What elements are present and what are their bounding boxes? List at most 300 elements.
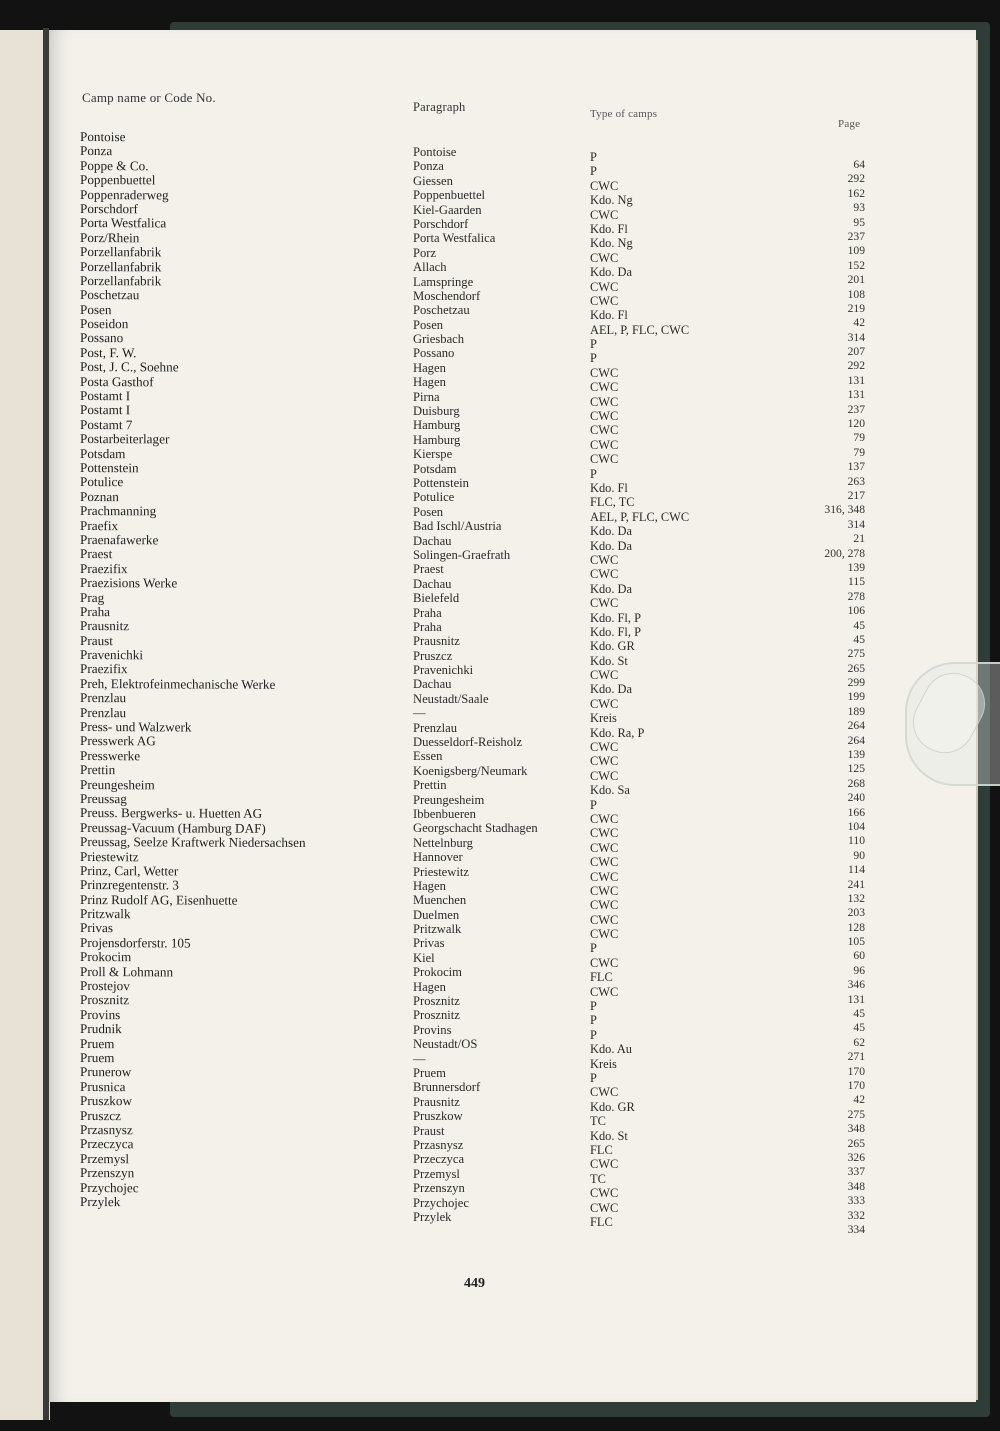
paragraph-entry: Hannover xyxy=(413,850,463,865)
camp-name-entry: Poschetzau xyxy=(80,287,140,303)
paragraph-entry: Pottenstein xyxy=(413,475,469,490)
camp-type-entry: Kdo. Da xyxy=(590,581,632,596)
camp-name-entry: Preussag xyxy=(80,790,127,807)
camp-name-entry: Prenzlau xyxy=(80,690,127,706)
paragraph-entry: Hagen xyxy=(413,979,446,994)
page-ref-entry: 108 xyxy=(847,287,865,301)
camp-type-entry: CWC xyxy=(590,955,619,970)
page-ref-entry: 166 xyxy=(847,805,865,819)
camp-name-entry: Przychojec xyxy=(80,1179,139,1195)
header-paragraph: Paragraph xyxy=(413,100,466,114)
paragraph-entry: Pontoise xyxy=(413,145,457,159)
paragraph-entry: Koenigsberg/Neumark xyxy=(413,763,528,778)
page-ref-entry: 237 xyxy=(847,229,865,243)
page-ref-entry: 45 xyxy=(853,632,865,646)
paragraph-entry: Przemysl xyxy=(413,1166,460,1181)
camp-type-entry: CWC xyxy=(590,394,619,409)
camp-type-entry: CWC xyxy=(590,869,619,884)
paragraph-entry: Praha xyxy=(413,619,442,634)
camp-name-entry: Pravenichki xyxy=(80,647,143,663)
camp-name-entry: Porz/Rhein xyxy=(80,229,140,245)
camp-type-entry: CWC xyxy=(590,409,619,424)
page-ref-column xyxy=(760,158,865,1237)
camp-type-entry: Kdo. Au xyxy=(590,1042,632,1057)
camp-type-entry: CWC xyxy=(590,380,619,395)
page-ref-entry: 139 xyxy=(847,748,865,762)
camp-name-entry: Praha xyxy=(80,603,111,620)
page-ref-entry: 162 xyxy=(847,186,865,200)
paragraph-entry: Przasnysz xyxy=(413,1137,464,1152)
camp-name-entry: Praest xyxy=(80,546,113,562)
paragraph-entry: Muenchen xyxy=(413,893,467,908)
page-ref-entry: 333 xyxy=(847,1194,865,1208)
page-ref-entry: 131 xyxy=(847,992,865,1006)
paragraph-entry: Porz xyxy=(413,245,437,260)
header-page: Page xyxy=(838,118,861,130)
page-ref-entry: 21 xyxy=(853,532,865,546)
page-ref-entry: 199 xyxy=(847,690,865,704)
page-ref-entry: 64 xyxy=(853,158,865,171)
page-ref-entry: 275 xyxy=(847,1107,865,1121)
camp-type-entry: P xyxy=(590,941,597,956)
paragraph-entry: Dachau xyxy=(413,576,452,591)
page-ref-entry: 278 xyxy=(847,589,865,603)
paragraph-entry: Georgschacht Stadhagen xyxy=(413,821,538,836)
page-ref-entry: 152 xyxy=(847,258,865,272)
camp-name-entry: Prachmanning xyxy=(80,503,157,519)
page-ref-entry: 120 xyxy=(847,417,865,431)
page-ref-entry: 45 xyxy=(853,1021,865,1035)
camp-type-entry: P xyxy=(590,337,597,352)
page-ref-entry: 201 xyxy=(847,273,865,287)
camp-type-entry: CWC xyxy=(590,840,619,855)
paragraph-entry: Pravenichki xyxy=(413,663,474,678)
camp-name-entry: Pruszkow xyxy=(80,1093,133,1109)
camp-name-entry: Przasnysz xyxy=(80,1121,133,1138)
paragraph-entry: Pritzwalk xyxy=(413,922,462,937)
type-column xyxy=(590,150,689,1229)
camp-type-entry: CWC xyxy=(590,1200,619,1215)
camp-type-entry: P xyxy=(590,150,597,164)
paragraph-entry: Przylek xyxy=(413,1209,452,1224)
camp-type-entry: P xyxy=(590,351,597,366)
paragraph-entry: Porschdorf xyxy=(413,216,469,231)
paragraph-entry: Praha xyxy=(413,605,442,620)
camp-name-entry: Praezisions Werke xyxy=(80,575,178,591)
camp-type-entry: Kdo. Ng xyxy=(590,193,633,208)
page-ref-entry: 45 xyxy=(853,1007,865,1021)
camp-type-entry: TC xyxy=(590,1171,606,1186)
camp-type-entry: CWC xyxy=(590,567,619,582)
camp-name-entry: Praenafawerke xyxy=(80,531,159,548)
camp-name-entry: Provins xyxy=(80,1006,121,1023)
camp-name-entry: Preussag-Vacuum (Hamburg DAF) xyxy=(80,819,266,836)
camp-name-entry: Porschdorf xyxy=(80,200,138,217)
paragraph-entry: Porta Westfalica xyxy=(413,231,496,246)
camp-name-entry: Prosznitz xyxy=(80,992,130,1008)
camp-type-entry: P xyxy=(590,164,597,179)
camp-name-column xyxy=(80,130,306,1210)
page-ref-entry: 200, 278 xyxy=(824,546,865,560)
camp-name-entry: Pottenstein xyxy=(80,459,139,476)
paragraph-entry: Solingen-Graefrath xyxy=(413,547,511,562)
paragraph-entry: Ponza xyxy=(413,159,444,174)
paragraph-entry: Prokocim xyxy=(413,965,462,980)
camp-type-entry: CWC xyxy=(590,826,619,841)
page-ref-entry: 104 xyxy=(847,819,865,833)
page-ref-entry: 265 xyxy=(847,661,865,675)
page-ref-entry: 93 xyxy=(853,201,865,215)
page-ref-entry: 348 xyxy=(847,1122,865,1136)
page-ref-entry: 292 xyxy=(847,359,865,373)
paragraph-column xyxy=(413,145,538,1224)
camp-type-entry: TC xyxy=(590,1114,606,1129)
paragraph-entry: Hamburg xyxy=(413,418,461,433)
paragraph-entry: Duisburg xyxy=(413,404,460,419)
camp-type-entry: Kdo. Ra, P xyxy=(590,725,645,740)
camp-name-entry: Prusnica xyxy=(80,1078,126,1094)
camp-type-entry: CWC xyxy=(590,178,619,193)
camp-type-entry: Kdo. Fl xyxy=(590,480,628,495)
camp-name-entry: Poppenbuettel xyxy=(80,172,156,188)
paragraph-entry: Kiel xyxy=(413,950,435,965)
paragraph-entry: Privas xyxy=(413,936,445,951)
page-ref-entry: 110 xyxy=(848,834,865,848)
page-ref-entry: 128 xyxy=(847,920,865,934)
page-ref-entry: 189 xyxy=(847,704,865,718)
paragraph-entry: Ibbenbueren xyxy=(413,806,476,821)
camp-name-entry: Pruem xyxy=(80,1050,115,1066)
camp-name-entry: Prausnitz xyxy=(80,618,130,634)
page-ref-entry: 217 xyxy=(847,488,865,502)
camp-name-entry: Preh, Elektrofeinmechanische Werke xyxy=(80,675,276,692)
paragraph-entry: Dachau xyxy=(413,533,452,548)
paragraph-entry: Moschendorf xyxy=(413,288,481,303)
camp-name-entry: Prostejov xyxy=(80,978,130,994)
page-ref-entry: 268 xyxy=(847,776,865,790)
camp-name-entry: Post, F. W. xyxy=(80,344,137,361)
camp-name-entry: Praezifix xyxy=(80,661,128,677)
camp-name-entry: Posta Gasthof xyxy=(80,373,154,389)
camp-type-entry: CWC xyxy=(590,898,619,913)
page-ref-entry: 106 xyxy=(847,604,865,618)
paragraph-entry: Posen xyxy=(413,317,444,332)
camp-name-entry: Prettin xyxy=(80,762,116,778)
camp-name-entry: Potulice xyxy=(80,474,124,490)
page-ref-entry: 203 xyxy=(847,906,865,920)
paragraph-entry: Potsdam xyxy=(413,461,457,476)
camp-name-entry: Post, J. C., Soehne xyxy=(80,359,179,375)
camp-type-entry: FLC, TC xyxy=(590,495,635,510)
paragraph-entry: Prosznitz xyxy=(413,994,460,1009)
paragraph-entry: Przenszyn xyxy=(413,1181,465,1196)
camp-type-entry: CWC xyxy=(590,437,619,452)
camp-type-entry: FLC xyxy=(590,970,613,985)
camp-name-entry: Porzellanfabrik xyxy=(80,258,162,274)
camp-name-entry: Przylek xyxy=(80,1193,121,1210)
camp-type-entry: Kdo. St xyxy=(590,653,628,668)
camp-name-entry: Postamt I xyxy=(80,388,131,404)
paragraph-entry: Pruem xyxy=(413,1066,446,1080)
page-ref-entry: 60 xyxy=(853,949,865,963)
camp-type-entry: CWC xyxy=(590,250,619,265)
camp-type-entry: CWC xyxy=(590,279,619,294)
paragraph-entry: Poppenbuettel xyxy=(413,188,486,203)
paragraph-entry: Przychojec xyxy=(413,1195,469,1210)
page-ref-entry: 207 xyxy=(847,345,865,359)
camp-type-entry: Kdo. Fl, P xyxy=(590,624,641,639)
page-ref-entry: 346 xyxy=(847,978,865,992)
page-ref-entry: 263 xyxy=(847,474,865,488)
paragraph-entry: Pirna xyxy=(413,389,440,404)
page-ref-entry: 240 xyxy=(847,791,865,805)
camp-type-entry: Kdo. Sa xyxy=(590,783,630,798)
camp-name-entry: Projensdorferstr. 105 xyxy=(80,934,191,951)
camp-type-entry: Kdo. Ng xyxy=(590,236,633,251)
camp-name-entry: Pruszcz xyxy=(80,1107,122,1123)
camp-name-entry: Prudnik xyxy=(80,1021,122,1037)
camp-type-entry: AEL, P, FLC, CWC xyxy=(590,322,690,337)
camp-type-entry: CWC xyxy=(590,855,619,870)
camp-name-entry: Preuss. Bergwerks- u. Huetten AG xyxy=(80,805,263,822)
camp-type-entry: Kdo. GR xyxy=(590,639,635,654)
paragraph-entry: Pruszkow xyxy=(413,1109,463,1124)
page-ref-entry: 299 xyxy=(847,676,865,690)
camp-type-entry: Kdo. Fl xyxy=(590,308,628,323)
camp-name-entry: Possano xyxy=(80,330,124,346)
paragraph-entry: Giessen xyxy=(413,173,453,188)
camp-name-entry: Priestewitz xyxy=(80,848,139,864)
paragraph-entry: Possano xyxy=(413,346,455,361)
paragraph-entry: Prenzlau xyxy=(413,720,458,735)
page-ref-entry: 314 xyxy=(847,330,865,344)
page-ref-entry: 79 xyxy=(853,431,865,445)
page-ref-entry: 139 xyxy=(847,560,865,574)
paragraph-entry: Neustadt/OS xyxy=(413,1037,478,1052)
page-ref-entry: 264 xyxy=(847,733,865,747)
camp-name-entry: Prinzregentenstr. 3 xyxy=(80,877,179,893)
camp-name-entry: Proll & Lohmann xyxy=(80,963,174,980)
page-ref-entry: 79 xyxy=(853,445,865,459)
paragraph-entry: Nettelnburg xyxy=(413,835,473,850)
page-ref-entry: 137 xyxy=(847,460,865,474)
camp-name-entry: Preungesheim xyxy=(80,776,155,792)
page-ref-entry: 132 xyxy=(847,891,865,905)
paragraph-entry: Dachau xyxy=(413,677,452,692)
camp-name-entry: Postarbeiterlager xyxy=(80,431,170,447)
camp-name-entry: Preussag, Seelze Kraftwerk Niedersachsen xyxy=(80,834,306,851)
camp-type-entry: Kdo. GR xyxy=(590,1099,635,1114)
header-type-of-camps: Type of camps xyxy=(590,108,658,120)
header-camp-name: Camp name or Code No. xyxy=(82,90,216,105)
book-binding xyxy=(43,28,49,1420)
paragraph-entry: Priestewitz xyxy=(413,864,469,879)
paragraph-entry: Praest xyxy=(413,562,444,577)
camp-type-entry: CWC xyxy=(590,740,619,755)
camp-name-entry: Porta Westfalica xyxy=(80,215,167,231)
camp-type-entry: Kdo. Da xyxy=(590,682,632,697)
paragraph-entry: Prausnitz xyxy=(413,634,460,649)
paragraph-entry: Preungesheim xyxy=(413,792,485,807)
paragraph-entry: Duesseldorf-Reisholz xyxy=(413,735,523,750)
camp-name-entry: Pritzwalk xyxy=(80,906,131,922)
camp-name-entry: Prinz Rudolf AG, Eisenhuette xyxy=(80,891,238,908)
page-ref-entry: 42 xyxy=(853,316,865,330)
camp-type-entry: CWC xyxy=(590,423,619,438)
page-ref-entry: 326 xyxy=(847,1150,865,1164)
camp-name-entry: Prokocim xyxy=(80,949,132,965)
camp-name-entry: Pontoise xyxy=(80,129,126,145)
page-ref-entry: 241 xyxy=(847,877,865,891)
paragraph-entry: Duelmen xyxy=(413,907,460,922)
paragraph-entry: — xyxy=(413,706,426,721)
page-ref-entry: 314 xyxy=(847,517,865,531)
page-ref-entry: 348 xyxy=(847,1179,865,1193)
paragraph-entry: Poschetzau xyxy=(413,303,470,318)
camp-type-entry: CWC xyxy=(590,912,619,927)
page-ref-entry: 332 xyxy=(847,1208,865,1222)
paragraph-entry: Kiel-Gaarden xyxy=(413,202,482,217)
page-ref-entry: 131 xyxy=(847,373,865,387)
paragraph-entry: Neustadt/Saale xyxy=(413,691,489,706)
camp-type-entry: CWC xyxy=(590,452,619,467)
camp-type-entry: CWC xyxy=(590,768,619,783)
camp-name-entry: Postamt I xyxy=(80,402,131,418)
page-ref-entry: 275 xyxy=(847,647,865,661)
camp-type-entry: CWC xyxy=(590,927,619,942)
camp-name-entry: Przemysl xyxy=(80,1150,130,1166)
camp-name-entry: Poseidon xyxy=(80,316,129,332)
page-ref-entry: 219 xyxy=(847,301,865,315)
paragraph-entry: Allach xyxy=(413,260,447,275)
paragraph-entry: Przeczyca xyxy=(413,1152,465,1167)
page-ref-entry: 62 xyxy=(853,1035,865,1049)
camp-type-entry: CWC xyxy=(590,1157,619,1172)
page-ref-entry: 131 xyxy=(847,388,865,402)
camp-name-entry: Praefix xyxy=(80,517,119,533)
paragraph-entry: Pruszcz xyxy=(413,648,453,663)
page-ref-entry: 292 xyxy=(847,172,865,186)
camp-type-entry: CWC xyxy=(590,596,619,611)
camp-name-entry: Poppe & Co. xyxy=(80,157,149,174)
camp-type-entry: Kdo. Fl, P xyxy=(590,610,641,625)
camp-name-entry: Prinz, Carl, Wetter xyxy=(80,862,179,879)
camp-type-entry: CWC xyxy=(590,1085,619,1100)
camp-type-entry: Kdo. Fl xyxy=(590,221,628,236)
page-ref-entry: 265 xyxy=(847,1136,865,1150)
camp-name-entry: Przeczyca xyxy=(80,1136,134,1152)
camp-type-entry: CWC xyxy=(590,883,619,898)
camp-name-entry: Poppenraderweg xyxy=(80,186,169,202)
camp-name-entry: Prenzlau xyxy=(80,704,127,720)
camp-name-entry: Praust xyxy=(80,632,113,648)
camp-type-entry: Kdo. Da xyxy=(590,524,632,539)
camp-name-entry: Pruem xyxy=(80,1035,115,1051)
paragraph-entry: Bad Ischl/Austria xyxy=(413,519,502,534)
camp-type-entry: Kreis xyxy=(590,1056,617,1071)
camp-type-entry: CWC xyxy=(590,365,619,380)
paragraph-entry: Potulice xyxy=(413,490,455,505)
camp-name-entry: Przenszyn xyxy=(80,1165,135,1181)
page-ref-entry: 271 xyxy=(847,1050,865,1064)
camp-type-entry: FLC xyxy=(590,1142,613,1157)
page-ref-entry: 125 xyxy=(847,762,865,776)
page-ref-entry: 237 xyxy=(847,402,865,416)
paragraph-entry: Lamspringe xyxy=(413,274,474,289)
camp-name-entry: Ponza xyxy=(80,143,113,159)
page-ref-entry: 95 xyxy=(853,215,865,229)
paragraph-entry: Hagen xyxy=(413,360,446,375)
paragraph-entry: Griesbach xyxy=(413,332,465,347)
camp-name-entry: Presswerke xyxy=(80,747,141,764)
page-number: 449 xyxy=(464,1276,485,1291)
camp-type-entry: CWC xyxy=(590,984,619,999)
camp-type-entry: AEL, P, FLC, CWC xyxy=(590,509,690,524)
paragraph-entry: Posen xyxy=(413,504,444,519)
paragraph-entry: Prosznitz xyxy=(413,1008,460,1023)
camp-name-entry: Prag xyxy=(80,589,105,605)
camp-type-entry: CWC xyxy=(590,811,619,826)
page-ref-entry: 264 xyxy=(847,719,865,733)
page-ref-entry: 334 xyxy=(847,1222,865,1236)
camp-name-entry: Press- und Walzwerk xyxy=(80,719,192,735)
camp-name-entry: Potsdam xyxy=(80,445,126,461)
paragraph-entry: Hamburg xyxy=(413,432,461,447)
camp-type-entry: CWC xyxy=(590,754,619,769)
camp-type-entry: CWC xyxy=(590,696,619,711)
camp-name-entry: Poznan xyxy=(80,488,119,504)
camp-type-entry: CWC xyxy=(590,207,619,222)
page-ref-entry: 109 xyxy=(847,244,865,258)
camp-name-entry: Prunerow xyxy=(80,1064,132,1080)
paragraph-entry: Hagen xyxy=(413,878,446,893)
paragraph-entry: Kierspe xyxy=(413,447,453,462)
page-ref-entry: 170 xyxy=(847,1064,865,1078)
paragraph-entry: Praust xyxy=(413,1123,445,1138)
camp-type-entry: Kreis xyxy=(590,711,617,726)
camp-type-entry: Kdo. Da xyxy=(590,265,632,280)
page-ref-entry: 170 xyxy=(847,1079,865,1092)
camp-type-entry: P xyxy=(590,797,597,812)
camp-type-entry: Kdo. Da xyxy=(590,538,632,553)
page-ref-entry: 115 xyxy=(848,575,865,589)
camp-name-entry: Postamt 7 xyxy=(80,416,133,433)
camp-name-entry: Porzellanfabrik xyxy=(80,272,162,289)
page-ref-entry: 105 xyxy=(847,935,865,949)
camp-type-entry: Kdo. St xyxy=(590,1128,628,1143)
page-ref-entry: 316, 348 xyxy=(824,503,865,517)
camp-type-entry: CWC xyxy=(590,293,619,308)
page-ref-entry: 42 xyxy=(853,1093,865,1107)
camp-type-entry: P xyxy=(590,1027,597,1042)
paragraph-entry: Brunnersdorf xyxy=(413,1080,481,1095)
page-ref-entry: 96 xyxy=(853,963,865,977)
paragraph-entry: Prettin xyxy=(413,778,447,793)
camp-type-entry: P xyxy=(590,1071,597,1085)
page-ref-entry: 337 xyxy=(847,1165,865,1179)
camp-type-entry: CWC xyxy=(590,668,619,683)
paragraph-entry: — xyxy=(413,1051,426,1066)
paragraph-entry: Prausnitz xyxy=(413,1094,460,1109)
camp-name-entry: Presswerk AG xyxy=(80,733,156,749)
camp-type-entry: CWC xyxy=(590,1186,619,1201)
camp-name-entry: Porzellanfabrik xyxy=(80,244,162,260)
page-ref-entry: 45 xyxy=(853,618,865,632)
page-ref-entry: 90 xyxy=(853,848,865,862)
page-ref-entry: 114 xyxy=(848,863,865,877)
camp-name-entry: Posen xyxy=(80,301,112,317)
camp-name-entry: Praezifix xyxy=(80,560,128,576)
